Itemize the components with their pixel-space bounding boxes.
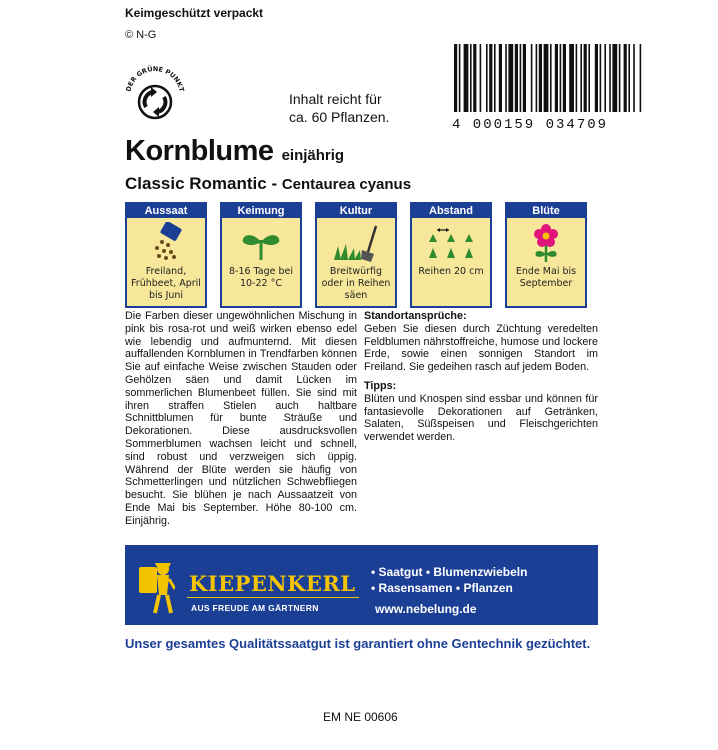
green-dot-logo	[120, 58, 190, 128]
barcode-bar	[628, 44, 630, 112]
barcode-bar	[600, 44, 602, 112]
barcode-bar	[464, 44, 469, 112]
barcode-bar	[624, 44, 627, 112]
barcode-bar	[633, 44, 635, 112]
brand-divider	[187, 597, 359, 598]
barcode-bar	[569, 44, 574, 112]
barcode-bar	[536, 44, 538, 112]
content-note	[289, 90, 389, 126]
barcode-bar	[555, 44, 558, 112]
barcode-bar	[489, 44, 492, 112]
barcode-bar	[612, 44, 617, 112]
care-info	[364, 310, 598, 444]
barcode-bar	[550, 44, 552, 112]
card-head: Kultur	[317, 204, 395, 218]
location-text: Geben Sie diesen durch Züchtung veredelten Feldblumen nährstoffreiche, humose und lockere Erde, sowie einen sonnigen Standort im Freiland. Sie gedeihen rasch auf jedem Boden.	[364, 322, 598, 374]
barcode-bar	[505, 44, 507, 112]
title-suffix: einjährig	[281, 147, 345, 164]
barcode-bar	[539, 44, 542, 112]
brand-name: KIEPENKERL	[189, 571, 356, 596]
card-kultur	[315, 202, 397, 308]
title-main: Kornblume	[125, 135, 274, 167]
sprout-icon	[233, 222, 289, 262]
product-list-line1: • Saatgut • Blumenzwiebeln	[371, 565, 528, 579]
green-dot-text: DER GRÜNE PUNKT	[124, 64, 186, 93]
barcode-bar	[494, 44, 496, 112]
card-abstand	[410, 202, 492, 308]
brand-slogan: AUS FREUDE AM GÄRTNERN	[191, 603, 319, 613]
copyright: © N-G	[125, 29, 157, 41]
barcode-bar	[560, 44, 562, 112]
content-note-line1: Inhalt reicht für	[289, 91, 382, 107]
card-head: Abstand	[412, 204, 490, 218]
card-head: Keimung	[222, 204, 300, 218]
top-label: Keimgeschützt verpackt	[125, 6, 264, 20]
website-link[interactable]: www.nebelung.de	[375, 602, 477, 616]
shovel-icon	[328, 222, 384, 262]
card-text: 8-16 Tage bei 10-22 °C	[228, 266, 294, 289]
product-list	[371, 564, 527, 596]
barcode-bar	[588, 44, 590, 112]
barcode-bar	[508, 44, 513, 112]
gmo-free-note: Unser gesamtes Qualitätssaatgut ist garantiert ohne Gentechnik gezüchtet.	[125, 636, 591, 651]
barcode-bar	[480, 44, 482, 112]
barcode-bar	[609, 44, 611, 112]
card-aussaat	[125, 202, 207, 308]
card-head: Blüte	[507, 204, 585, 218]
em-code: EM NE 00606	[323, 710, 398, 724]
brand-banner	[125, 545, 598, 625]
tips-heading: Tipps:	[364, 379, 397, 392]
barcode-number: 4 000159 034709	[452, 117, 609, 133]
spacing-icon	[423, 222, 479, 262]
location-heading: Standortansprüche:	[364, 310, 467, 322]
barcode-bar	[580, 44, 582, 112]
barcode-bar	[459, 44, 461, 112]
barcode-bar	[576, 44, 578, 112]
barcode-bar	[619, 44, 621, 112]
barcode	[452, 44, 710, 132]
variety-label: Classic Romantic -	[125, 174, 278, 193]
barcode-bar	[520, 44, 522, 112]
barcode-bar	[515, 44, 518, 112]
variety-name	[125, 174, 411, 194]
card-text: Freiland, Frühbeet, April bis Juni	[131, 266, 201, 301]
flower-icon	[518, 222, 574, 262]
barcode-bar	[454, 44, 457, 112]
product-list-line2: • Rasensamen • Pflanzen	[371, 581, 513, 595]
barcode-bar	[604, 44, 606, 112]
barcode-bar	[584, 44, 587, 112]
barcode-bar	[486, 44, 488, 112]
card-keimung	[220, 202, 302, 308]
product-title	[125, 135, 344, 168]
barcode-bar	[640, 44, 642, 112]
card-head: Aussaat	[127, 204, 205, 218]
farmer-mascot-icon	[135, 559, 175, 615]
barcode-bar	[563, 44, 566, 112]
card-bluete	[505, 202, 587, 308]
card-text: Reihen 20 cm	[418, 266, 484, 277]
card-text: Ende Mai bis September	[515, 266, 577, 289]
barcode-bars	[452, 44, 702, 112]
barcode-bar	[473, 44, 476, 112]
barcode-bar	[523, 44, 526, 112]
content-note-line2: ca. 60 Pflanzen.	[289, 109, 390, 125]
barcode-bar	[595, 44, 598, 112]
barcode-bar	[544, 44, 549, 112]
card-text: Breitwürfig oder in Reihen säen	[321, 266, 391, 301]
description: Die Farben dieser ungewöhnlichen Mischung in pink bis rosa-rot und weiß wirken ebenso edel wie lebendig und aufmunternd. Mit diesen auffallenden Kornblumen in Trendfarben können Sie auf einfache Weise zwischen Stauden oder Gehölzen säen und damit Lücken im sommerlichen Blumenbeet füllen. Sie sind mit ihren straffen Stielen auch haltbare Schnittblumen für bunte Sträuße und Dekorationen. Diese ausdrucksvollen Sommerblumen wachsen leicht und schnell, sind robust und verzweigen sich üppig. Während der Blüte werden sie häufig von Schmetterlingen und nützlichen Schwebfliegen besucht. Sie blühen je nach Aussaatzeit von Ende Mai bis September. Höhe 80-100 cm. Einjährig.	[125, 310, 357, 527]
barcode-bar	[531, 44, 533, 112]
latin-name: Centaurea cyanus	[281, 176, 412, 193]
barcode-bar	[470, 44, 472, 112]
seed-packet-icon	[138, 222, 194, 262]
barcode-bar	[499, 44, 502, 112]
tips-text: Blüten und Knospen sind essbar und können für fantasievolle Dekorationen auf Getränken, Salaten, Süßspeisen und Fleischgerichten verwendet werden.	[364, 392, 598, 444]
